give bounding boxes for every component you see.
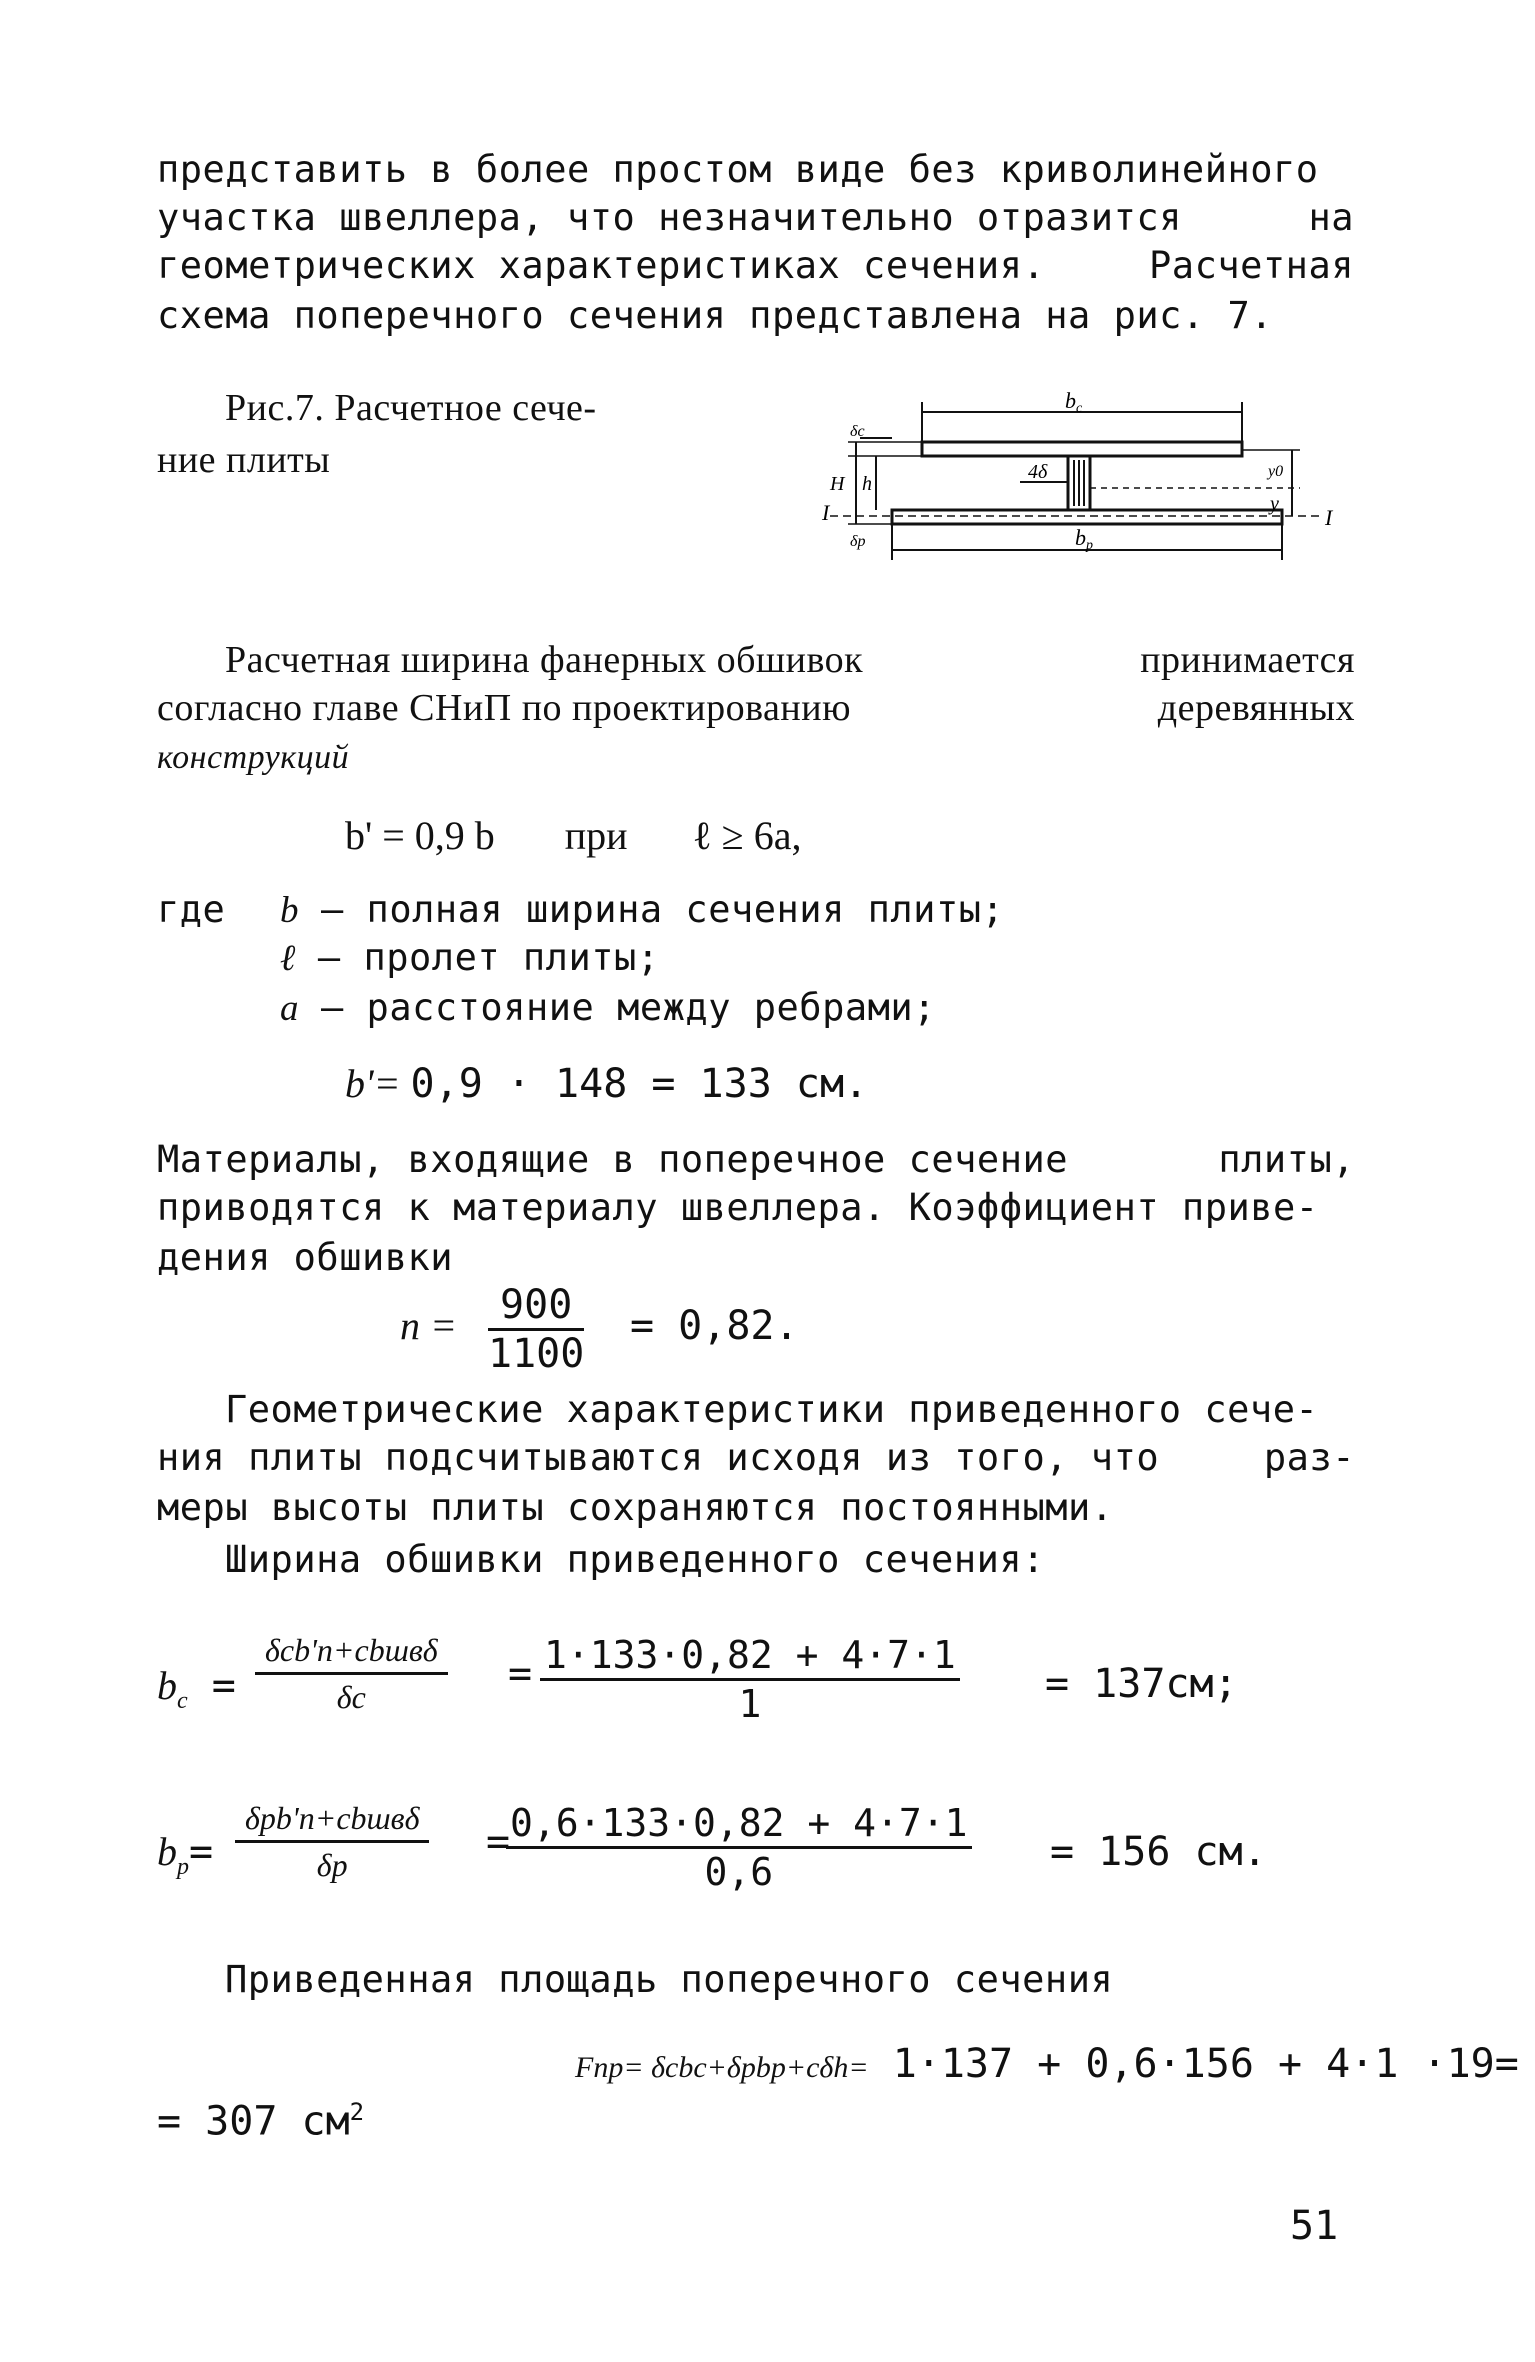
formula-bp-result: = 156 см. [1050, 1829, 1267, 1875]
formula-bc-result: = 137см; [1045, 1661, 1238, 1707]
label-y0: y0 [1268, 463, 1284, 480]
legend-item-a: a – расстояние между ребрами; [280, 986, 936, 1029]
legend-item-b: b – полная ширина сечения плиты; [280, 888, 1005, 931]
label-bc: bc [1065, 388, 1083, 416]
intro-line-2: участка швеллера, что незначительно отразится на [157, 196, 1354, 239]
area-formula: Fпр= δcbc+δpbp+cδh= 1·137 + 0,6·156 + 4·1 ·19= [575, 2041, 1519, 2087]
intro-line-4: схема поперечного сечения представлена на рис. 7. [157, 294, 1274, 337]
formula-bc-numeric: $\frac{1\cdot 133\cdot 0,82 + 4\cdot 7\cdot 1}{1}$ [540, 1632, 960, 1727]
bottom-plate [892, 510, 1282, 524]
formula-n-rhs: = 0,82. [630, 1303, 799, 1349]
formula-bc-eq2: = [508, 1651, 533, 1697]
formula-bp-eq2: = [486, 1819, 511, 1865]
formula-bc-lhs: $b_c$ = [157, 1663, 236, 1714]
formula-bp-lhs: $b_p=$ [157, 1829, 214, 1880]
label-H: H [830, 473, 845, 495]
cross-section-figure [800, 370, 1340, 570]
formula-b-prime-value: b'= 0,9 · 148 = 133 см. [345, 1061, 869, 1107]
legend-item-l: ℓ – пролет плиты; [280, 936, 660, 979]
label-dc: δc [850, 423, 865, 440]
label-h: h [862, 473, 872, 495]
geom-line-2: ния плиты подсчитываются исходя из того, что раз- [157, 1436, 1355, 1479]
figure-caption-1: Рис.7. Расчетное сече- [225, 387, 597, 429]
materials-line-2: приводятся к материалу швеллера. Коэффициент приве- [157, 1186, 1319, 1229]
width-line-1: Расчетная ширина фанерных обшивок принимается [225, 639, 1355, 681]
width-line-3: конструкций [157, 739, 350, 776]
label-bp: bp [1075, 525, 1093, 553]
formula-bp-numeric: $\frac{0,6\cdot 133\cdot 0,82 + 4\cdot 7\cdot 1}{0,6}$ [506, 1800, 972, 1895]
label-4delta: 4δ [1028, 461, 1048, 483]
area-result: = 307 $см^2$ [157, 2098, 365, 2145]
formula-n-numerator: 900 [488, 1282, 584, 1331]
label-dp: δp [850, 533, 866, 550]
label-y: y [1270, 493, 1279, 515]
geom-line-3: меры высоты плиты сохраняются постоянными. [157, 1486, 1114, 1529]
label-axis-left: I [822, 500, 830, 525]
page-number: 51 [1290, 2203, 1339, 2249]
intro-line-1: представить в более простом виде без криволинейного [157, 148, 1319, 191]
geom-line-1: Геометрические характеристики приведенного сече- [225, 1388, 1319, 1431]
formula-bc-symbolic: δcb'n+cbшвδ δc [255, 1628, 448, 1719]
formula-bp-symbolic: δpb'n+cbшвδ δp [235, 1796, 429, 1887]
materials-line-3: дения обшивки [157, 1236, 454, 1279]
formula-b-prime: b' = 0,9 b при ℓ ≥ 6a, [345, 813, 802, 858]
label-axis-right: I [1325, 505, 1333, 530]
geom-line-4: Ширина обшивки приведенного сечения: [225, 1538, 1045, 1581]
width-line-2: согласно главе СНиП по проектированию деревянных [157, 687, 1355, 729]
intro-line-3: геометрических характеристиках сечения. Расчетная [157, 244, 1354, 287]
materials-line-1: Материалы, входящие в поперечное сечение плиты, [157, 1138, 1355, 1181]
formula-n-lhs: n = [400, 1303, 457, 1348]
top-plate [922, 442, 1242, 456]
legend-gde: где [157, 888, 226, 931]
formula-n-denominator: 1100 [488, 1331, 585, 1377]
area-heading: Приведенная площадь поперечного сечения [225, 1958, 1114, 2001]
figure-caption-2: ние плиты [157, 439, 331, 481]
formula-n-fraction [488, 1282, 584, 1377]
